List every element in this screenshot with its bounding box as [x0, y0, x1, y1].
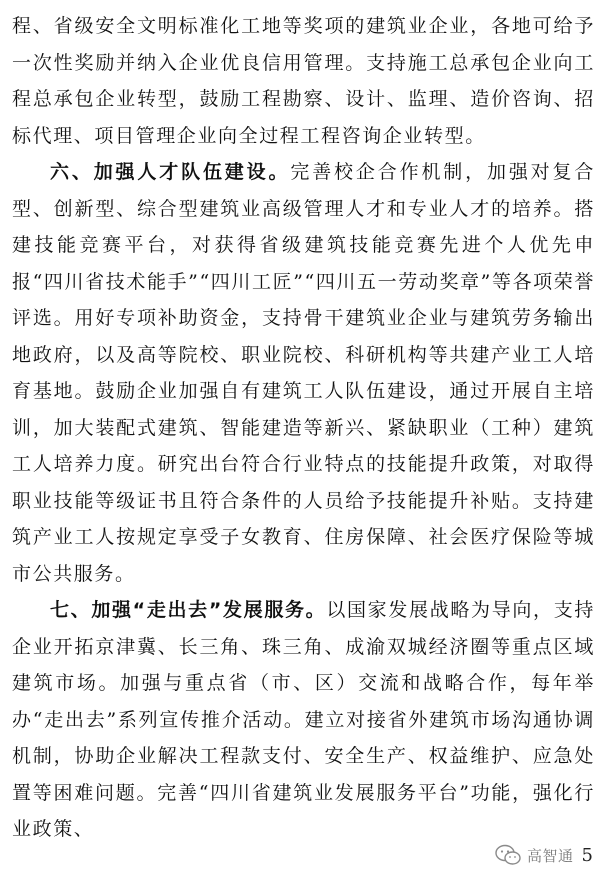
page-number: 5 — [581, 844, 593, 866]
watermark-text: 高智通 — [527, 846, 574, 865]
section-7-heading: 七、加强“走出去”发展服务。 — [50, 599, 327, 621]
paragraph-continued: 程、省级安全文明标准化工地等奖项的建筑业企业，各地可给予一次性奖励并纳入企业优良信用管理。支持施工总承包企业向工程总承包企业转型，鼓励工程勘察、设计、监理、造价咨询、招标代理、项目管理企业向全过程工程咨询企业转型。 — [12, 15, 595, 147]
wechat-icon — [495, 844, 521, 866]
section-7-paragraph — [12, 592, 595, 848]
section-7-body: 以国家发展战略为导向，支持企业开拓京津冀、长三角、珠三角、成渝双城经济圈等重点区域建筑市场。加强与重点省（市、区）交流和战略合作，每年举办“走出去”系列宣传推介活动。建立对接省外建筑市场沟通协调机制，协助企业解决工程款支付、安全生产、权益维护、应急处置等困难问题。完善“四川省建筑业发展服务平台”功能，强化行业政策、 — [12, 599, 595, 840]
section-6-heading: 六、加强人才队伍建设。 — [50, 161, 291, 183]
section-6-paragraph — [12, 154, 595, 592]
page-footer — [495, 844, 593, 866]
section-6-body: 完善校企合作机制，加强对复合型、创新型、综合型建筑业高级管理人才和专业人才的培养。搭建技能竞赛平台，对获得省级建筑技能竞赛先进个人优先申报“四川省技术能手”“四川工匠”“四川五一劳动奖章”等各项荣誉评选。用好专项补助资金，支持骨干建筑业企业与建筑劳务输出地政府，以及高等院校、职业院校、科研机构等共建产业工人培育基地。鼓励企业加强自有建筑工人队伍建设，通过开展自主培训，加大装配式建筑、智能建造等新兴、紧缺职业（工种）建筑工人培养力度。研究出台符合行业特点的技能提升政策，对取得职业技能等级证书且符合条件的人员给予技能提升补贴。支持建筑产业工人按规定享受子女教育、住房保障、社会医疗保险等城市公共服务。 — [12, 161, 595, 585]
